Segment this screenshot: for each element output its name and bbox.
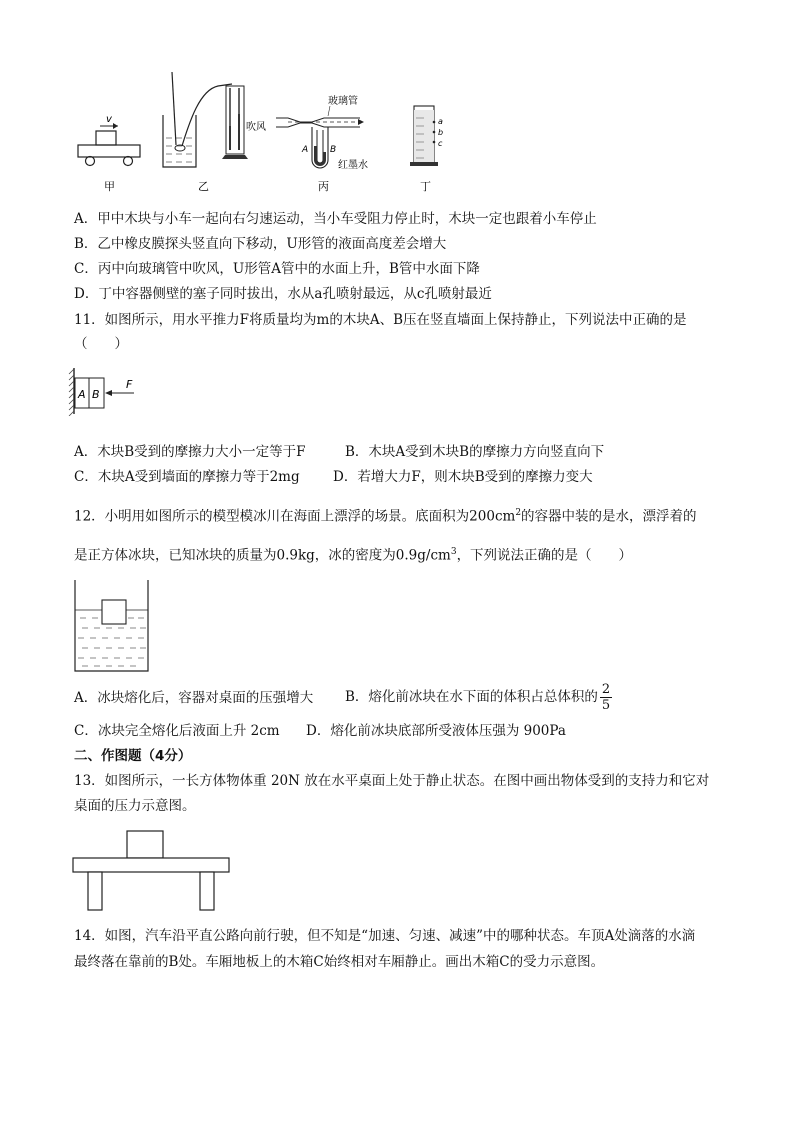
q11-option-d: D．若增大力F，则木块B受到的摩擦力变大: [333, 469, 593, 485]
q12-figure: [72, 578, 152, 674]
q12-stem-line1: 12．小明用如图所示的模型模冰川在海面上漂浮的场景。底面积为$200cm^2$的容器中装的是水，漂浮着的: [74, 508, 697, 525]
q11-option-c: C．木块A受到墙面的摩擦力等于2mg: [74, 469, 300, 485]
tube-b-label: B: [330, 145, 337, 155]
q12-option-a: A．冰块熔化后，容器对桌面的压强增大: [74, 690, 314, 706]
q12-option-b: B．熔化前冰块在水下面的体积占总体积的 $\frac{2}{5}$: [345, 682, 611, 713]
q12-option-d: D．熔化前冰块底部所受液体压强为 900Pa: [306, 723, 566, 739]
q12-stem-line2: 是正方体冰块，已知冰块的质量为0.9kg，冰的密度为$0.9g/cm^3$，下列说法正确的是（ ）: [74, 547, 633, 564]
q13-figure: [70, 828, 235, 914]
figure-bing-blow-tube: [246, 94, 368, 193]
figure-label-jia: 甲: [104, 180, 115, 193]
hole-b-label: b: [438, 128, 444, 137]
q11-stem: 11．如图所示，用水平推力F将质量均为m的木块A、B压在竖直墙面上保持静止，下列说法中正确的是: [74, 312, 687, 328]
q11-option-a: A．木块B受到的摩擦力大小一定等于F: [74, 444, 306, 460]
q10-figures: [60, 60, 460, 200]
q12-fraction: $\frac{2}{5}$: [601, 682, 611, 713]
q11-option-b: B．木块A受到木块B的摩擦力方向竖直向下: [345, 444, 605, 460]
force-f-label: F: [126, 378, 133, 391]
q13-stem-line2: 桌面的压力示意图。: [74, 798, 196, 814]
figure-jia-cart: [78, 114, 140, 193]
q10-option-b: B．乙中橡皮膜探头竖直向下移动，U形管的液面高度差会增大: [74, 236, 447, 252]
section-two-title: 二、作图题（4分）: [74, 748, 192, 764]
figure-yi-manometer: [163, 72, 248, 193]
hole-a-label: a: [438, 117, 443, 126]
hole-c-label: c: [438, 139, 443, 148]
q11-figure: [68, 366, 158, 416]
glass-tube-label: 玻璃管: [328, 96, 358, 107]
red-water-label: 红墨水: [338, 160, 368, 171]
block-b-label: B: [92, 388, 100, 401]
q13-stem-line1: 13．如图所示，一长方体物体重 20N 放在水平桌面上处于静止状态。在图中画出物体受到的支持力和它对: [74, 773, 710, 789]
figure-ding-container: [410, 106, 443, 193]
figure-label-ding: 丁: [420, 180, 431, 193]
velocity-label: v: [106, 114, 112, 125]
q10-option-c: C．丙中向玻璃管中吹风，U形管A管中的水面上升，B管中水面下降: [74, 261, 480, 277]
blow-label: 吹风: [246, 122, 266, 133]
figure-label-yi: 乙: [198, 180, 209, 193]
q11-answer-paren: （ ）: [74, 336, 128, 352]
q14-stem-line2: 最终落在靠前的B处。车厢地板上的木箱C始终相对车厢静止。画出木箱C的受力示意图。: [74, 954, 605, 970]
q14-stem-line1: 14．如图，汽车沿平直公路向前行驶，但不知是“加速、匀速、减速”中的哪种状态。车顶A处滴落的水滴: [74, 928, 696, 944]
q10-option-d: D．丁中容器侧壁的塞子同时拔出，水从a孔喷射最远，从c孔喷射最近: [74, 286, 492, 302]
q12-option-c: C．冰块完全熔化后液面上升 2cm: [74, 723, 280, 739]
figure-label-bing: 丙: [318, 180, 329, 193]
tube-a-label: A: [302, 145, 309, 155]
block-a-label: A: [78, 388, 86, 401]
q10-option-a: A．甲中木块与小车一起向右匀速运动，当小车受阻力停止时，木块一定也跟着小车停止: [74, 211, 597, 227]
